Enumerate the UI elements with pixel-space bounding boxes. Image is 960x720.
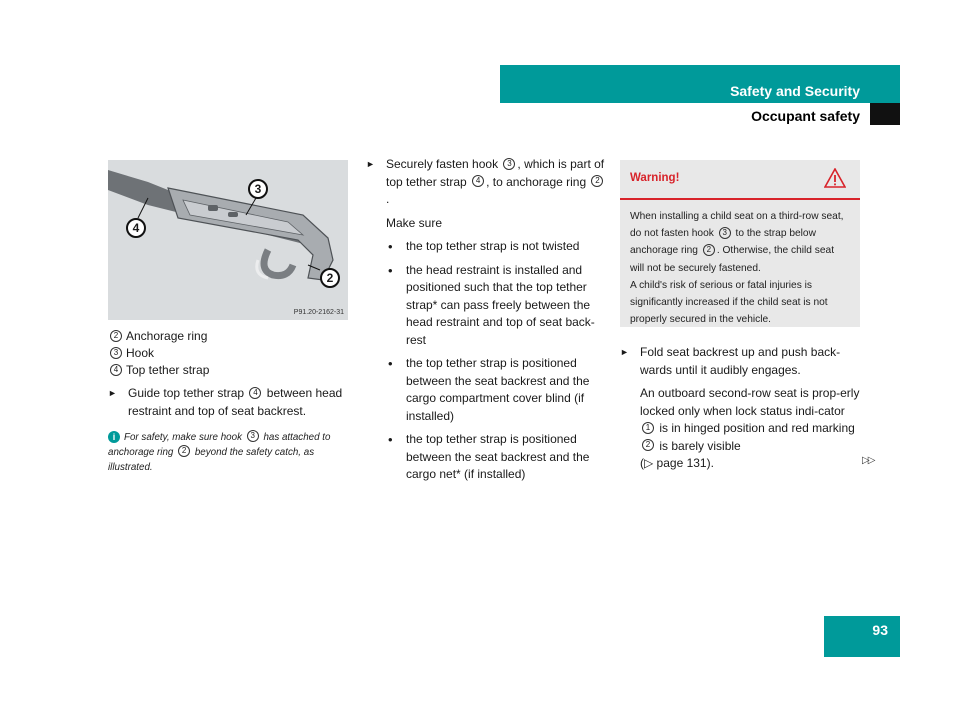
tether-illustration [108,160,348,320]
legend-item: 3 Hook [108,345,353,362]
callout-3: 3 [248,179,268,199]
callout-2: 2 [320,268,340,288]
list-item: • the top tether strap is positioned between the seat backrest and the cargo compartment cover blind (if installed) [386,355,606,425]
page-reference-link[interactable]: (▷ page 131). [640,456,714,470]
list-item: • the top tether strap is not twisted [386,238,606,256]
warning-box [620,160,860,327]
header-bar [500,65,900,103]
column-two [366,156,606,484]
warning-title: Warning! [630,172,680,184]
page-number: 93 [872,622,888,638]
list-item: • the top tether strap is positioned between the seat backrest and the cargo net* (if installed) [386,431,606,484]
page-number-box [824,616,900,657]
figure-legend [108,328,353,420]
info-icon: i [108,431,120,443]
figure-code: P91.20-2162-31 [293,309,344,316]
warning-header [620,160,860,200]
continue-arrows: ▷▷ [862,455,874,466]
section-tab-marker [870,103,900,125]
lock-status-paragraph: An outboard second-row seat is prop-erly locked only when lock status indi-cator 1 is in hinged position and red marking 2 is barely visible (▷ page 131). [640,386,860,470]
warning-triangle-icon [824,168,846,188]
column-three [620,344,860,473]
step-fold-backrest: ► Fold seat backrest up and push back-wards until it audibly engages. [620,344,860,379]
step-guide-strap: ► Guide top tether strap 4 between head restraint and top of seat backrest. [108,385,353,420]
make-sure-label: Make sure [386,215,443,230]
step-fasten-hook: ► Securely fasten hook 3 , which is part of top tether strap 4 , to anchorage ring 2. [366,156,606,209]
section-title: Safety and Security [730,83,860,99]
info-note: i For safety, make sure hook 3 has attached to anchorage ring 2 beyond the safety catch, as illustrated. [108,431,331,473]
callout-4: 4 [126,218,146,238]
legend-item: 4 Top tether strap [108,362,353,379]
subsection-title: Occupant safety [751,108,860,124]
legend-item: 2 Anchorage ring [108,328,353,345]
warning-body: When installing a child seat on a third-row seat, do not fasten hook 3 to the strap below anchorage ring 2 . Otherwise, the child seat will not be securely fastened. A child's risk of serious or fatal injuries is significantly increased if the child seat is not properly secured in the vehicle. [630,211,844,326]
list-item: • the head restraint is installed and positioned such that the top tether strap* can pass freely between the head restraint and top of seat back-rest [386,262,606,350]
tether-figure [108,160,348,320]
